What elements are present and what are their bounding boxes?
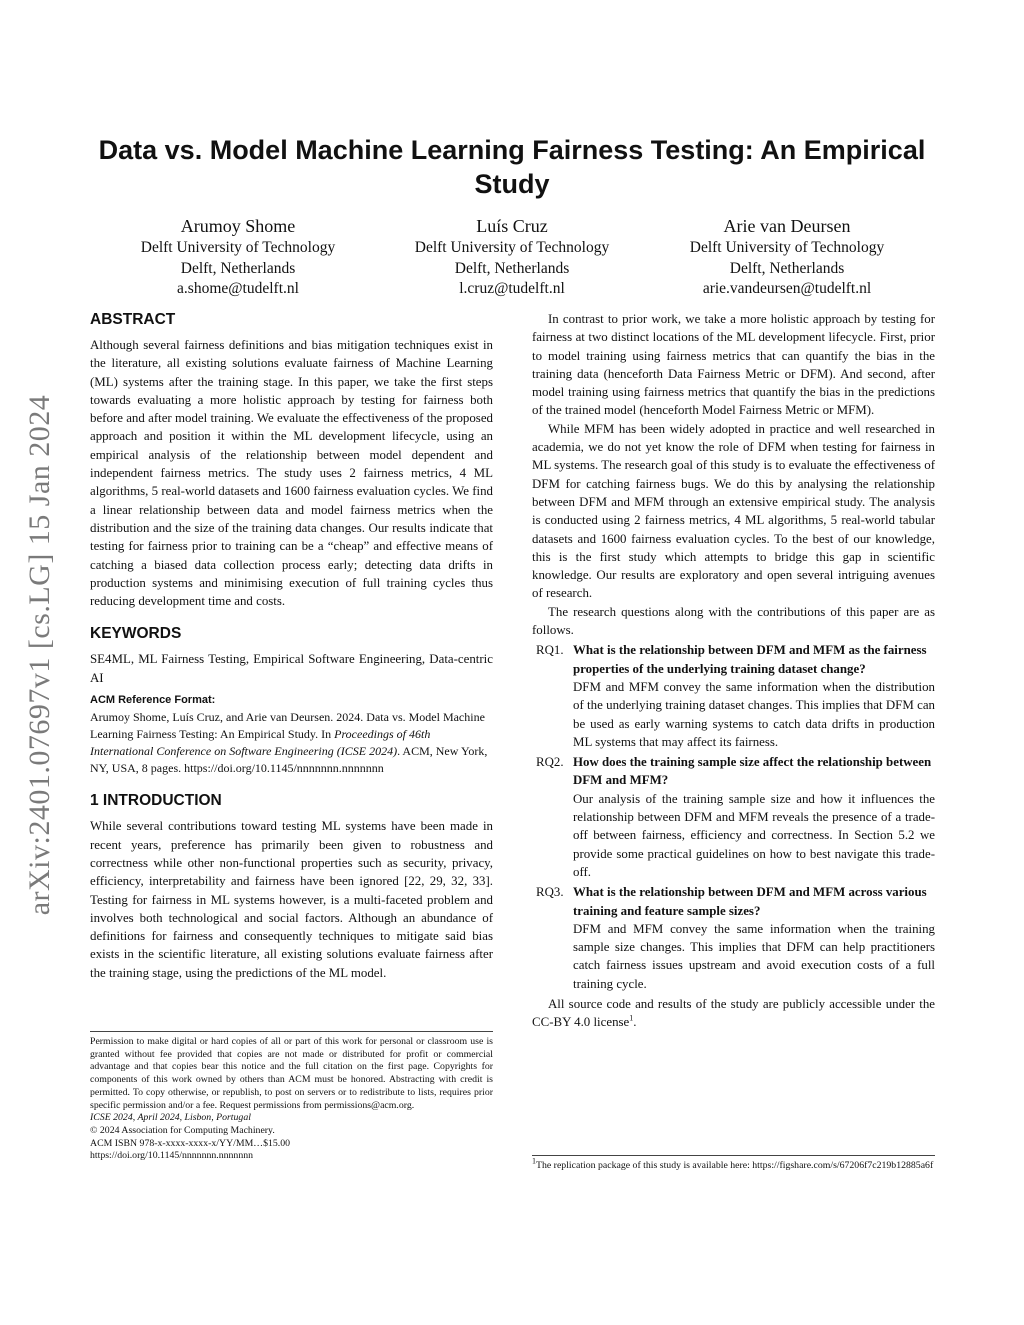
research-question-text: What is the relationship between DFM and MFM as the fairness properties of the underlying training dataset change? [573,643,927,676]
left-column [90,310,493,982]
introduction-heading: 1 INTRODUCTION [90,792,222,810]
footnote-marker: 1 [629,1013,634,1023]
license-footnote [532,1155,935,1173]
introduction-paragraph: While MFM has been widely adopted in practice and well researched in academia, we do not yet know the role of DFM when testing for fairness in ML systems. The research goal of this study is to evaluate the effectiveness of DFM for catching fairness bugs. We do this by analysing the relationship between DFM and MFM through an extensive empirical study. The analysis is conducted using 2 fairness metrics, 4 ML algorithms, 5 real-world tabular datasets and 1600 fairness evaluation cycles. To the best of our knowledge, this is the first study which attempts to bridge this gap in scientific knowledge. Our results are exploratory and open several intriguing avenues of research. [532,421,935,601]
author-location: Delft, Netherlands [729,259,845,277]
author-name: Arie van Deursen [723,216,851,236]
research-question [532,641,935,751]
acm-reference-text: Arumoy Shome, Luís Cruz, and Arie van Deursen. 2024. Data vs. Model Machine Learning Fairness Testing: An Empirical Study. In Proceedings of 46th International Conference on Software Engineering (ICSE 2024). ACM, New York, NY, USA, 8 pages. https://doi.org/10.1145/nnnnnnn.nnnnnnn [90,710,488,776]
author-name: Arumoy Shome [180,216,296,236]
research-question-label: RQ1. [536,643,564,658]
paper-title: Data vs. Model Machine Learning Fairness Testing: An Empirical Study [98,135,926,199]
permission-text: Permission to make digital or hard copies of all or part of this work for personal or classroom use is granted without fee provided that copies are not made or distributed for profit or commercial advantage and that copies bear this notice and the full citation on the first page. Copyrights for components of this work owned by others than ACM must be honored. Abstracting with credit is permitted. To copy otherwise, or republish, to post on servers or to redistribute to lists, requires prior specific permission and/or a fee. Request permissions from permissions@acm.org. [90,1036,493,1111]
abstract-text: Although several fairness definitions and bias mitigation techniques exist in the literature, all existing solutions evaluate fairness of Machine Learning (ML) systems after the training stage. In this paper, we take the first steps towards evaluating a more holistic approach by testing for fairness both before and after model training. We evaluate the effectiveness of the proposed approach and position it within the ML development lifecycle, using an empirical analysis of the relationship between model dependent and independent fairness metrics. The study uses 2 fairness metrics, 4 ML algorithms, 5 real-world datasets and 1600 fairness evaluation cycles. We find a linear relationship between data and model fairness metrics when the distribution and the size of the training data changes. Our results indicate that testing for fairness prior to training can be a “cheap” and effective means of catching a biased data collection process early; detecting data drifts in production systems and minimising execution of full training cycles thus reducing development time and costs. [90,338,493,609]
research-question-answer: DFM and MFM convey the same information when the training sample size changes. This implies that DFM can help practitioners catch fairness issues upstream and avoid execution costs of a full training cycle. [573,921,935,991]
keywords-heading: KEYWORDS [90,625,182,643]
author-email: l.cruz@tudelft.nl [459,280,565,297]
research-question-answer: Our analysis of the training sample size and how it influences the relationship between DFM and MFM reveals the presence of a trade-off between fairness, efficiency and correctness. In Section 5.2 we provide some practical guidelines on how to best navigate this trade-off. [573,791,935,879]
footnote-text: The replication package of this study is available here: https://figshare.com/s/67206f7c219b12885a6f [536,1160,934,1171]
author-name: Luís Cruz [476,216,548,236]
arxiv-sidebar-stamp [10,360,70,950]
research-question-answer: DFM and MFM convey the same information when the distribution of the underlying training dataset changes. This implies that DFM can be used as early warning systems to catch data drifts in production ML systems that may affect its fairness. [573,679,935,749]
isbn-line: ACM ISBN 978-x-xxxx-xxxx-x/YY/MM…$15.00 [90,1137,291,1149]
research-question-text: How does the training sample size affect the relationship between DFM and MFM? [573,755,932,788]
footnote-marker: 1 [532,1156,536,1166]
introduction-paragraph: In contrast to prior work, we take a more holistic approach by testing for fairness at two distinct locations of the ML development lifecycle. First, prior to model training using fairness metrics that can quantify the bias in the training data (henceforth Data Fairness Metric or DFM). And second, after model training using fairness metrics that quantify the bias in the predictions of the trained model (henceforth Model Fairness Metric or MFM). [532,312,935,418]
introduction-closing: All source code and results of the study are publicly accessible under the CC-BY 4.0 license$^1$. [532,996,935,1030]
copyright-line: © 2024 Association for Computing Machinery. [90,1124,275,1136]
acm-reference-heading: ACM Reference Format: [90,694,216,707]
research-question-text: What is the relationship between DFM and MFM across various training and feature sample sizes? [573,885,927,918]
keywords-text: SE4ML, ML Fairness Testing, Empirical Software Engineering, Data-centric AI [90,652,493,685]
acm-reference-venue: Proceedings of 46th International Conference on Software Engineering (ICSE 2024) [90,727,431,759]
author-affiliation: Delft University of Technology [140,239,336,256]
research-question-label: RQ2. [536,755,564,770]
author-location: Delft, Netherlands [454,259,570,277]
research-question-label: RQ3. [536,885,564,900]
research-question [532,753,935,881]
introduction-paragraph: While several contributions toward testing ML systems have been made in recent years, preference has primarily been given to robustness and correctness while other non-functional properties such as security, privacy, efficiency, interpretability and fairness have been ignored [22, 29, 32, 33]. Testing for fairness in ML systems however, is a multi-faceted problem and involves both technological and social factors. Although an abundance of definitions for fairness and consequently techniques to mitigate said bias exists in the scientific literature, all existing solutions evaluate fairness after the training stage, using the predictions of the ML model. [90,819,493,980]
author-block [88,215,388,300]
right-column-overflow-clip [532,0,935,1138]
research-question [532,883,935,993]
author-location: Delft, Netherlands [180,259,296,277]
author-affiliation: Delft University of Technology [414,239,610,256]
arxiv-identifier: arXiv:2401.07697v1 [cs.LG] 15 Jan 2024 [23,394,56,916]
doi-line: https://doi.org/10.1145/nnnnnnn.nnnnnnn [90,1150,254,1162]
permission-footnote [90,1031,493,1163]
abstract-heading: ABSTRACT [90,311,176,328]
conference-line: ICSE 2024, April 2024, Lisbon, Portugal [90,1112,251,1124]
author-email: arie.vandeursen@tudelft.nl [702,280,872,297]
author-email: a.shome@tudelft.nl [177,280,299,297]
introduction-paragraph: The research questions along with the contributions of this paper are as follows. [532,604,935,638]
author-affiliation: Delft University of Technology [689,239,885,256]
